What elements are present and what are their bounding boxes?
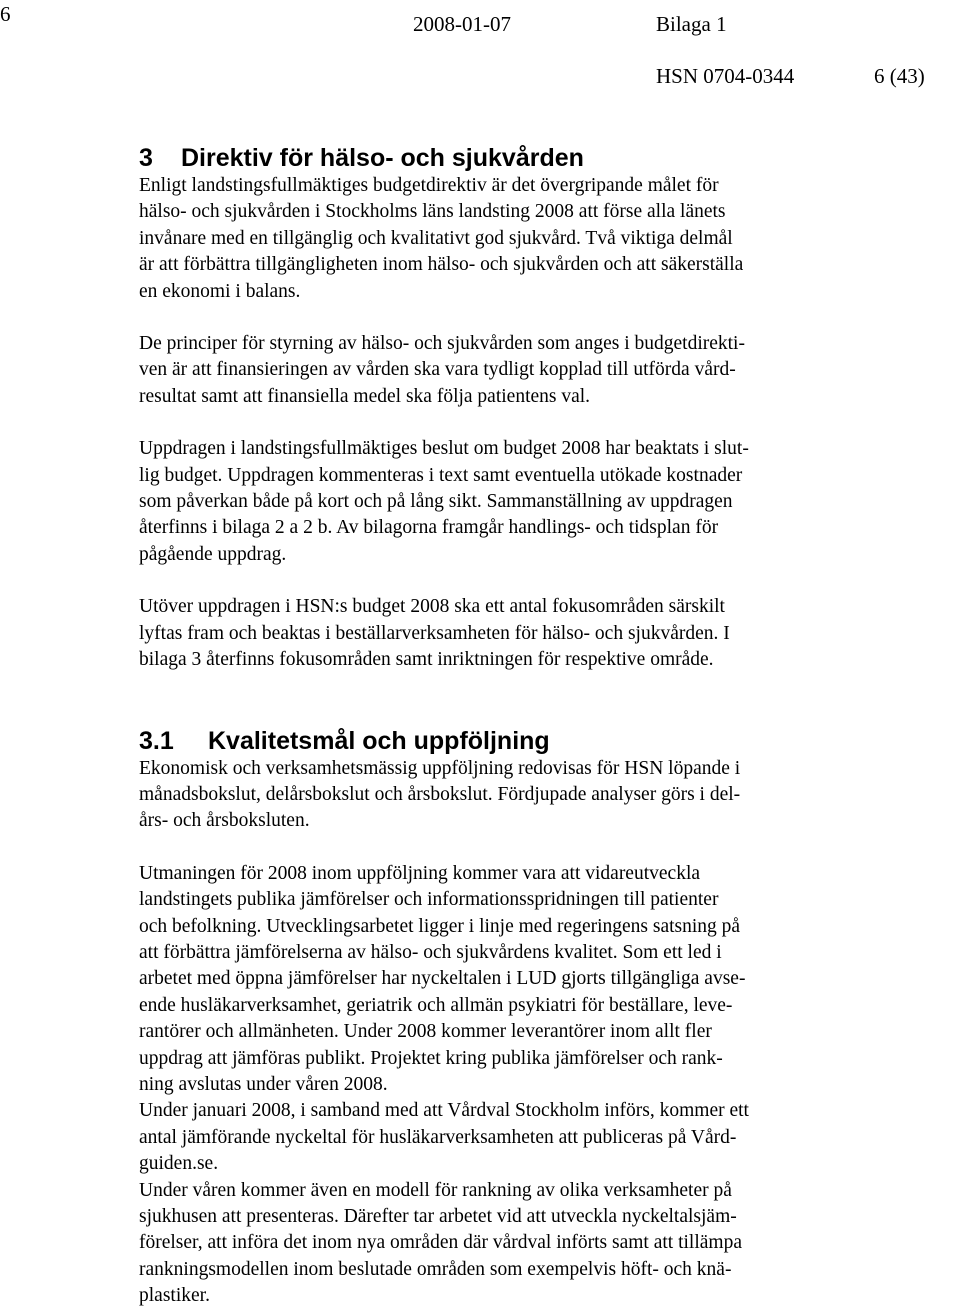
text-line: månadsbokslut, delårsbokslut och årsbokslut. Fördjupade analyser görs i del- [139,783,741,805]
section-title: Kvalitetsmål och uppföljning [208,726,550,755]
text-line: sjukhusen att presenteras. Därefter tar arbetet vid att utveckla nyckeltalsjäm- [139,1206,737,1227]
paragraph [139,1178,869,1310]
text-line: De principer för styrning av hälso- och sjukvården som anges i budgetdirekti- [139,333,745,355]
text-line: återfinns i bilaga 2 a 2 b. Av bilagorna framgår handlings- och tidsplan för [139,517,719,539]
text-line: som påverkan både på kort och på lång sikt. Sammanställning av uppdragen [139,491,733,513]
text-line: uppdrag att jämföras publikt. Projektet kring publika jämförelser och rank- [139,1047,723,1069]
page-number: 6 [0,2,11,26]
section-title: Direktiv för hälso- och sjukvården [181,144,584,172]
text-line: och befolkning. Utvecklingsarbetet ligger i linje med regeringens satsning på [139,915,741,937]
text-line: hälso- och sjukvården i Stockholms läns landsting 2008 att förse alla länets [139,201,726,223]
text-line: resultat samt att finansiella medel ska följa patientens val. [139,385,591,407]
text-line: arbetet med öppna jämförelser har nyckeltalen i LUD gjorts tillgängliga avse- [139,968,746,990]
text-line: Under våren kommer även en modell för rankning av olika verksamheter på [139,1179,732,1201]
text-line: Uppdragen i landstingsfullmäktiges beslut om budget 2008 har beaktats i slut- [139,438,749,460]
text-line: Ekonomisk och verksamhetsmässig uppföljning redovisas för HSN löpande i [139,757,741,779]
text-line: guiden.se. [139,1153,219,1175]
paragraph [139,331,869,410]
text-line: förelser, att införa det inom nya områden där vårdval införts samt att tillämpa [139,1232,742,1254]
section-3-heading [139,143,869,173]
header-date: 2008-01-07 [413,12,511,36]
text-line: lyftas fram och beaktas i beställarverksamheten för hälso- och sjukvården. I [139,622,730,644]
text-line: Utmaningen för 2008 inom uppföljning kommer vara att vidareutveckla [139,862,701,884]
text-line: års- och årsboksluten. [139,810,310,832]
paragraph [139,1098,869,1177]
header-attachment: Bilaga 1 [656,12,727,36]
text-line: pågående uppdrag. [139,543,287,565]
text-line: Enligt landstingsfullmäktiges budgetdirektiv är det övergripande målet för [139,175,719,196]
header-page-of: 6 (43) [874,64,925,88]
text-line: rankningsmodellen inom beslutade områden som exempelvis höft- och knä- [139,1258,732,1280]
text-line: antal jämförande nyckeltal för husläkarverksamheten att publiceras på Vård- [139,1126,737,1148]
paragraph [139,861,869,1099]
text-line: rantörer och allmänheten. Under 2008 kommer leverantörer inom allt fler [139,1021,712,1043]
paragraph [139,594,869,673]
text-line: Utöver uppdragen i HSN:s budget 2008 ska ett antal fokusområden särskilt [139,596,725,618]
text-line: ende husläkarverksamhet, geriatrik och allmän psykiatri för beställare, leve- [139,994,733,1016]
paragraph [139,436,869,568]
text-line: lig budget. Uppdragen kommenteras i text samt eventuella utökade kostnader [139,464,743,486]
paragraph [139,756,869,835]
section-3-1-heading [139,726,869,756]
text-line: att förbättra jämförelserna av hälso- och sjukvårdens kvalitet. Som ett led i [139,941,722,963]
text-line: ven är att finansieringen av vården ska vara tydligt kopplad till utförda vård- [139,359,736,381]
text-line: en ekonomi i balans. [139,280,301,302]
text-line: ning avslutas under våren 2008. [139,1073,388,1095]
text-line: bilaga 3 återfinns fokusområden samt inriktningen för respektive område. [139,649,714,671]
paragraph [139,173,869,305]
text-line: plastiker. [139,1285,210,1307]
text-line: invånare med en tillgänglig och kvalitativt god sjukvård. Två viktiga delmål [139,227,733,249]
text-line: Under januari 2008, i samband med att Vårdval Stockholm införs, kommer ett [139,1100,749,1122]
header-reference: HSN 0704-0344 [656,64,795,88]
document-body [139,140,869,1310]
text-line: landstingets publika jämförelser och informationsspridningen till patienter [139,889,719,911]
section-number: 3 [139,144,153,172]
section-number: 3.1 [139,726,174,755]
text-line: är att förbättra tillgängligheten inom hälso- och sjukvården och att säkerställa [139,254,744,276]
